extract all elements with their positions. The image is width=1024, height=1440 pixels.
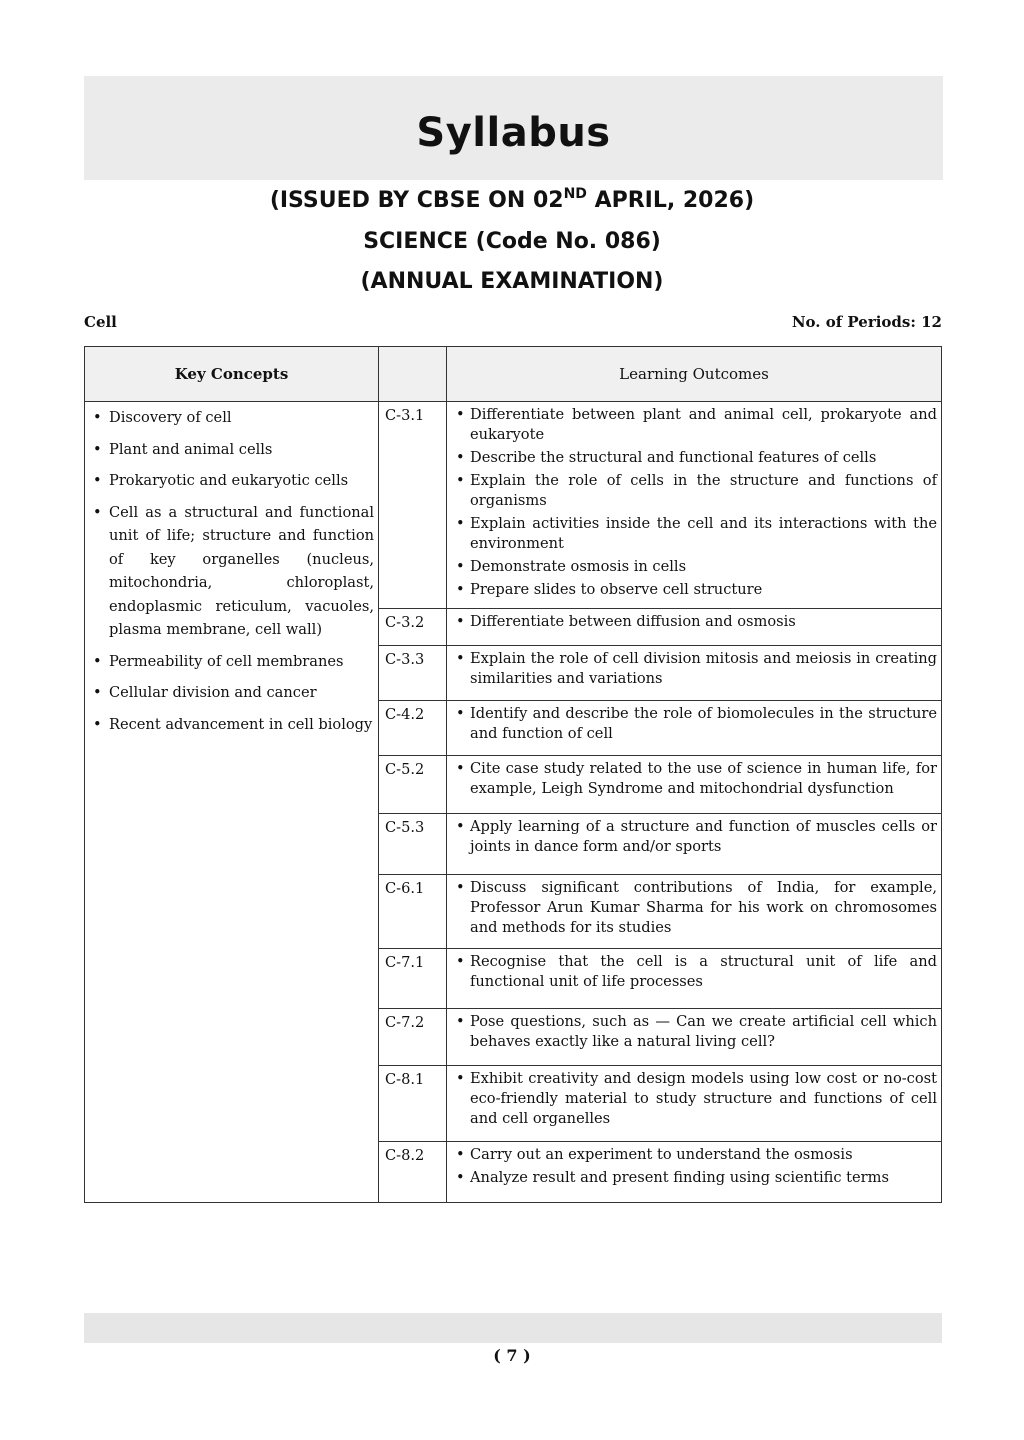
learning-outcome-item: • Differentiate between diffusion and osmosis (451, 612, 937, 632)
outcome-code: C-6.1 (379, 875, 447, 949)
learning-outcomes-cell (447, 949, 942, 1009)
learning-outcomes-list (451, 878, 937, 938)
learning-outcome-item: • Cite case study related to the use of science in human life, for example, Leigh Syndrome and mitochondrial dysfunction (451, 759, 937, 799)
learning-outcomes-list (451, 704, 937, 744)
key-concept-item: • Recent advancement in cell biology (89, 713, 374, 737)
learning-outcomes-list (451, 1069, 937, 1129)
learning-outcome-item: • Exhibit creativity and design models using low cost or no-cost eco-friendly material to study structure and functions of cell and cell organelles (451, 1069, 937, 1129)
outcome-code: C-5.2 (379, 756, 447, 814)
issued-superscript: ND (563, 186, 587, 202)
learning-outcome-item: • Differentiate between plant and animal cell, prokaryote and eukaryote (451, 405, 937, 445)
learning-outcomes-cell (447, 1066, 942, 1142)
unit-name: Cell (84, 313, 117, 331)
learning-outcomes-cell (447, 1009, 942, 1066)
outcome-code: C-8.1 (379, 1066, 447, 1142)
title-band (84, 76, 943, 180)
learning-outcomes-list (451, 952, 937, 992)
outcome-code: C-7.2 (379, 1009, 447, 1066)
key-concepts-list (89, 406, 374, 736)
learning-outcome-item: • Describe the structural and functional features of cells (451, 448, 937, 468)
learning-outcomes-list (451, 1145, 937, 1188)
learning-outcomes-cell (447, 701, 942, 756)
learning-outcomes-list (451, 612, 937, 632)
learning-outcomes-cell (447, 875, 942, 949)
key-concepts-cell (85, 402, 379, 1203)
learning-outcomes-list (451, 817, 937, 857)
page-number: ( 7 ) (493, 1346, 531, 1365)
header-learning-outcomes: Learning Outcomes (447, 347, 942, 402)
learning-outcomes-cell (447, 402, 942, 609)
table-body (85, 402, 942, 1203)
footer-band (84, 1313, 942, 1343)
outcome-code: C-3.3 (379, 646, 447, 701)
learning-outcomes-cell (447, 814, 942, 875)
learning-outcomes-list (451, 405, 937, 600)
learning-outcome-item: • Pose questions, such as — Can we create artificial cell which behaves exactly like a natural living cell? (451, 1012, 937, 1052)
page-title: Syllabus (416, 110, 611, 156)
learning-outcome-item: • Explain the role of cells in the structure and functions of organisms (451, 471, 937, 511)
learning-outcome-item: • Analyze result and present finding using scientific terms (451, 1168, 937, 1188)
learning-outcome-item: • Explain the role of cell division mitosis and meiosis in creating similarities and variations (451, 649, 937, 689)
learning-outcome-item: • Explain activities inside the cell and its interactions with the environment (451, 514, 937, 554)
learning-outcomes-cell (447, 1142, 942, 1203)
key-concept-item: • Plant and animal cells (89, 438, 374, 462)
outcome-code: C-8.2 (379, 1142, 447, 1203)
outcome-code: C-5.3 (379, 814, 447, 875)
table-row (85, 402, 942, 609)
outcome-code: C-4.2 (379, 701, 447, 756)
header-key-concepts: Key Concepts (85, 347, 379, 402)
learning-outcome-item: • Demonstrate osmosis in cells (451, 557, 937, 577)
learning-outcome-item: • Discuss significant contributions of India, for example, Professor Arun Kumar Sharma for his work on chromosomes and methods for its studies (451, 878, 937, 938)
learning-outcome-item: • Prepare slides to observe cell structure (451, 580, 937, 600)
syllabus-table (84, 346, 942, 1203)
learning-outcome-item: • Recognise that the cell is a structural unit of life and functional unit of life processes (451, 952, 937, 992)
issued-suffix: APRIL, 2026) (586, 188, 755, 213)
table-header-row (85, 347, 942, 402)
issued-line (0, 188, 1024, 213)
learning-outcomes-list (451, 649, 937, 689)
exam-line: (ANNUAL EXAMINATION) (360, 269, 664, 294)
header-code (379, 347, 447, 402)
learning-outcomes-cell (447, 609, 942, 646)
key-concept-item: • Prokaryotic and eukaryotic cells (89, 469, 374, 493)
learning-outcomes-list (451, 759, 937, 799)
outcome-code: C-7.1 (379, 949, 447, 1009)
issued-prefix: (ISSUED BY CBSE ON 02 (269, 188, 564, 213)
learning-outcomes-cell (447, 756, 942, 814)
learning-outcome-item: • Carry out an experiment to understand the osmosis (451, 1145, 937, 1165)
learning-outcome-item: • Identify and describe the role of biomolecules in the structure and function of cell (451, 704, 937, 744)
outcome-code: C-3.1 (379, 402, 447, 609)
learning-outcome-item: • Apply learning of a structure and function of muscles cells or joints in dance form and/or sports (451, 817, 937, 857)
learning-outcomes-cell (447, 646, 942, 701)
key-concept-item: • Cellular division and cancer (89, 681, 374, 705)
key-concept-item: • Discovery of cell (89, 406, 374, 430)
outcome-code: C-3.2 (379, 609, 447, 646)
key-concept-item: • Cell as a structural and functional unit of life; structure and function of key organelles (nucleus, mitochondria, chloroplast, endoplasmic reticulum, vacuoles, plasma membrane, cell wall) (89, 501, 374, 642)
subject-line: SCIENCE (Code No. 086) (363, 229, 661, 254)
key-concept-item: • Permeability of cell membranes (89, 650, 374, 674)
periods-count: No. of Periods: 12 (791, 313, 942, 331)
learning-outcomes-list (451, 1012, 937, 1052)
